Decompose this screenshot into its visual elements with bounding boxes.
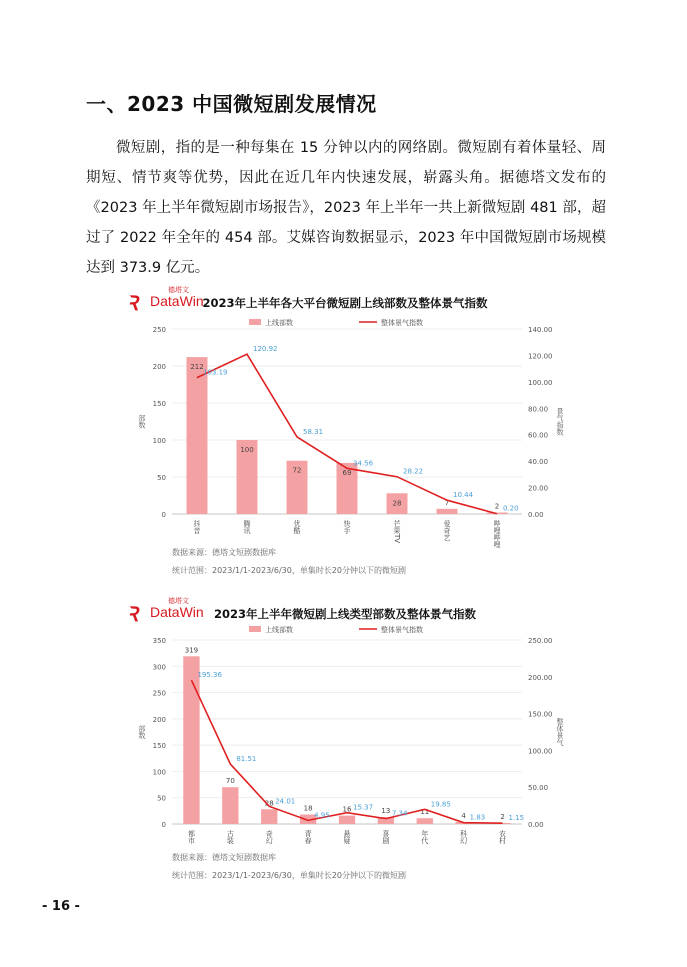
- line-value-label: 1.15: [508, 814, 525, 823]
- x-tick-label: 腾讯: [243, 520, 251, 534]
- x-tick-label: 科幻: [459, 830, 468, 844]
- x-tick-label: 快手: [343, 520, 351, 534]
- bar: [437, 509, 458, 514]
- y2-tick-label: 120.00: [528, 352, 553, 361]
- x-tick-label: 喜剧: [381, 830, 390, 844]
- y2-tick-label: 140.00: [528, 326, 553, 334]
- y-tick-label: 250: [152, 326, 166, 334]
- x-tick-label: 爱奇艺: [443, 520, 451, 541]
- bar-value-label: 28: [264, 799, 274, 808]
- bar-value-label: 70: [225, 777, 235, 786]
- bar: [417, 818, 433, 824]
- bar: [187, 357, 208, 514]
- chart-svg: [120, 596, 570, 846]
- chart-svg: [120, 285, 570, 550]
- y2-tick-label: 40.00: [528, 458, 549, 467]
- bar: [339, 816, 355, 824]
- x-tick-label: 芒果TV: [393, 520, 401, 544]
- y-axis-label: 部数: [138, 414, 146, 429]
- datawin-mark-icon: Ꝛ: [126, 602, 138, 626]
- chart-source: 数据来源：德塔文短剧数据库: [172, 853, 276, 862]
- line-value-label: 1.83: [469, 813, 486, 822]
- y-axis-label: 部数: [138, 725, 146, 739]
- line-value-label: 4.95: [314, 811, 330, 820]
- y2-tick-label: 150.00: [528, 710, 553, 719]
- y2-tick-label: 80.00: [528, 405, 549, 414]
- legend-bar-label: 上线部数: [265, 319, 293, 327]
- section-heading: 一、2023 中国微短剧发展情况: [86, 92, 377, 116]
- bar-value-label: 72: [292, 466, 302, 475]
- y2-tick-label: 50.00: [528, 784, 549, 793]
- x-tick-label: 优酷: [293, 520, 301, 534]
- line-value-label: 28.22: [403, 467, 424, 476]
- bar-value-label: 319: [184, 646, 199, 655]
- datawin-mark-icon: Ꝛ: [126, 291, 138, 315]
- logo-cn: 德塔文: [168, 286, 189, 294]
- y-tick-label: 100: [152, 437, 166, 445]
- bar-value-label: 18: [303, 804, 313, 813]
- line-value-label: 195.36: [197, 671, 222, 680]
- bar-value-label: 2: [494, 502, 500, 511]
- line-value-label: 0.20: [503, 504, 519, 513]
- y-tick-label: 150: [152, 742, 166, 751]
- line-value-label: 103.19: [203, 368, 228, 377]
- x-tick-label: 都市: [187, 830, 196, 844]
- bar-value-label: 2: [500, 812, 505, 821]
- page-number: - 16 -: [42, 899, 80, 914]
- chart-platforms: [120, 285, 570, 585]
- paragraph-text: 微短剧，指的是一种每集在 15 分钟以内的网络剧。微短剧有着体量轻、周期短、情节爽等优势，因此在近几年内快速发展，崭露头角。据德塔文发布的《2023 年上半年微短剧市场报告》，2023 年上半年一共上新微短剧 481 部，超过了 2022 年全年的 454 部。艾媒咨询数据显示，2023 年中国微短剧市场规模达到 373.9 亿元。: [86, 140, 606, 276]
- y-tick-label: 50: [157, 474, 166, 482]
- y-tick-label: 0: [161, 821, 166, 829]
- line-value-label: 19.85: [430, 800, 451, 809]
- logo-en: DataWin: [150, 604, 204, 620]
- legend-line-label: 整体景气指数: [381, 626, 423, 634]
- line-value-label: 24.01: [275, 797, 296, 806]
- line-value-label: 120.92: [253, 345, 278, 354]
- x-tick-label: 哔哩哔哩: [493, 520, 501, 548]
- chart-source: 数据来源：德塔文短剧数据库: [172, 548, 276, 557]
- y2-axis-label: 整体景气: [556, 718, 564, 746]
- body-paragraph: [86, 133, 606, 283]
- bar-value-label: 4: [461, 811, 466, 820]
- x-tick-label: 抖音: [193, 520, 201, 534]
- chart-genres: [120, 596, 570, 886]
- y2-tick-label: 200.00: [528, 673, 553, 682]
- legend-bar-label: 上线部数: [265, 626, 293, 634]
- legend-bar-swatch: [249, 319, 261, 325]
- y2-tick-label: 100.00: [528, 747, 553, 756]
- x-tick-label: 古装: [226, 830, 235, 844]
- y-tick-label: 350: [152, 637, 166, 645]
- logo-en: DataWin: [150, 293, 204, 309]
- bar-value-label: 69: [342, 468, 352, 477]
- y2-tick-label: 0.00: [528, 821, 544, 829]
- y-tick-label: 50: [157, 794, 166, 803]
- chart-title: 2023年上半年微短剧上线类型部数及整体景气指数: [213, 607, 476, 621]
- bar-value-label: 13: [381, 807, 391, 816]
- y-tick-label: 100: [152, 768, 166, 777]
- line-value-label: 7.34: [391, 809, 408, 818]
- y-tick-label: 0: [161, 511, 166, 519]
- y2-tick-label: 60.00: [528, 431, 549, 440]
- bar-value-label: 28: [392, 499, 402, 508]
- bar-value-label: 7: [444, 498, 450, 507]
- chart-title: 2023年上半年各大平台微短剧上线部数及整体景气指数: [202, 296, 488, 310]
- x-tick-label: 奇幻: [265, 830, 274, 844]
- x-tick-label: 悬疑: [343, 830, 351, 844]
- chart-scope: 统计范围：2023/1/1-2023/6/30，单集时长20分钟以下的微短剧: [172, 871, 407, 880]
- legend-line-label: 整体景气指数: [381, 319, 423, 327]
- bar-value-label: 16: [342, 805, 352, 814]
- chart-scope: 统计范围：2023/1/1-2023/6/30，单集时长20分钟以下的微短剧: [172, 566, 407, 575]
- bar-value-label: 100: [240, 446, 254, 454]
- y2-tick-label: 0.00: [528, 511, 544, 519]
- y2-tick-label: 100.00: [528, 378, 553, 387]
- y-tick-label: 150: [152, 400, 166, 408]
- line-value-label: 15.37: [353, 803, 374, 812]
- x-tick-label: 青春: [304, 830, 313, 844]
- line-value-label: 58.31: [303, 427, 324, 436]
- y-tick-label: 200: [152, 363, 166, 371]
- bar: [222, 787, 238, 824]
- y2-tick-label: 250.00: [528, 637, 553, 645]
- legend-bar-swatch: [249, 626, 261, 632]
- x-tick-label: 农村: [498, 830, 507, 844]
- y-tick-label: 200: [152, 715, 166, 724]
- y2-tick-label: 20.00: [528, 484, 549, 493]
- y-tick-label: 300: [152, 663, 166, 672]
- line-value-label: 34.56: [353, 459, 374, 468]
- line-value-label: 81.51: [236, 755, 257, 764]
- y2-axis-label: 景气指数: [556, 407, 564, 436]
- bar-value-label: 11: [420, 808, 430, 817]
- logo-cn: 德塔文: [168, 597, 189, 605]
- y-tick-label: 250: [152, 689, 166, 698]
- x-tick-label: 年代: [420, 830, 429, 844]
- bar-value-label: 212: [190, 363, 204, 372]
- line-value-label: 10.44: [453, 491, 474, 500]
- bar: [261, 809, 277, 824]
